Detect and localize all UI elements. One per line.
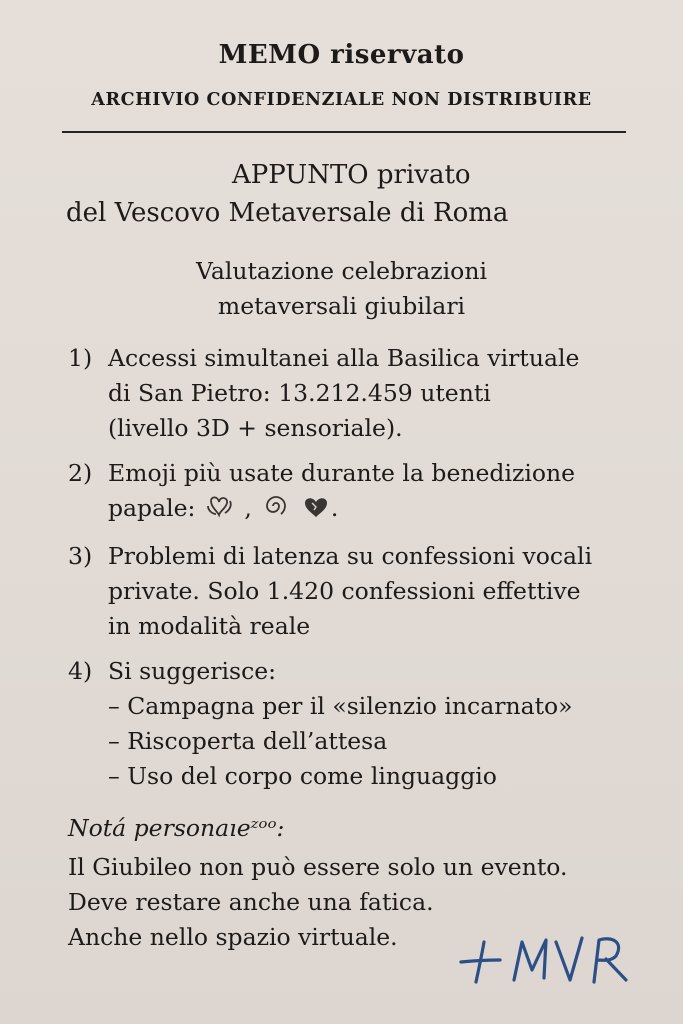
memo-items-list [68,341,668,804]
swirl-emoji-icon [261,493,291,529]
handwritten-signature [456,930,646,990]
document-title-line-1: APPUNTO privato [232,160,471,190]
item-number: 1) [68,344,93,372]
item-number: 2) [68,459,93,487]
emoji-line-end: . [330,494,339,522]
suggestion-item: – Campagna per il «silenzio incarnato» [108,692,573,720]
memo-header-title: MEMO riservato [218,40,465,70]
list-item [68,654,668,794]
dark-heart-emoji-icon [303,494,329,529]
item-body [108,539,668,644]
item-line: Accessi simultanei alla Basilica virtuale [108,344,580,372]
header-divider [62,131,626,133]
signature-drawing [456,930,646,990]
item-body [108,456,668,529]
suggestion-item: – Uso del corpo come linguaggio [108,762,497,790]
personal-note-label: Notá personaıeᶻᵒᵒ: [68,814,285,842]
heart-hands-emoji-icon [205,493,235,529]
document-subject [0,254,683,324]
note-line: Anche nello spazio virtuale. [68,923,398,951]
note-line: Il Giubileo non può essere solo un evento. [68,853,568,881]
item-number: 4) [68,657,93,685]
suggestions-list [108,689,668,794]
suggestion-item: – Riscoperta dell’attesa [108,727,388,755]
list-item [68,341,668,446]
emoji-separator: , [244,494,252,522]
document-title-line-2: del Vescovo Metaversale di Roma [66,198,509,228]
item-intro: Si suggerisce: [108,657,277,685]
item-line: Emoji più usate durante la benedizione [108,459,576,487]
item-line: in modalità reale [108,612,311,640]
item-body [108,341,668,446]
subject-line-1: Valutazione celebrazioni [196,257,487,285]
item-line: Problemi di latenza su confessioni vocali [108,542,593,570]
item-line: (livello 3D + sensoriale). [108,414,403,442]
item-line-prefix: papale: [108,494,196,522]
item-line: private. Solo 1.420 confessioni effettive [108,577,581,605]
list-item [68,539,668,644]
subject-line-2: metaversali giubilari [217,292,466,320]
note-line: Deve restare anche una fatica. [68,888,434,916]
list-item [68,456,668,529]
item-number: 3) [68,542,93,570]
memo-header-subtitle: ARCHIVIO CONFIDENZIALE NON DISTRIBUIRE [91,90,592,110]
item-body [108,654,668,794]
item-line-emojis [108,491,668,529]
item-line: di San Pietro: 13.212.459 utenti [108,379,491,407]
